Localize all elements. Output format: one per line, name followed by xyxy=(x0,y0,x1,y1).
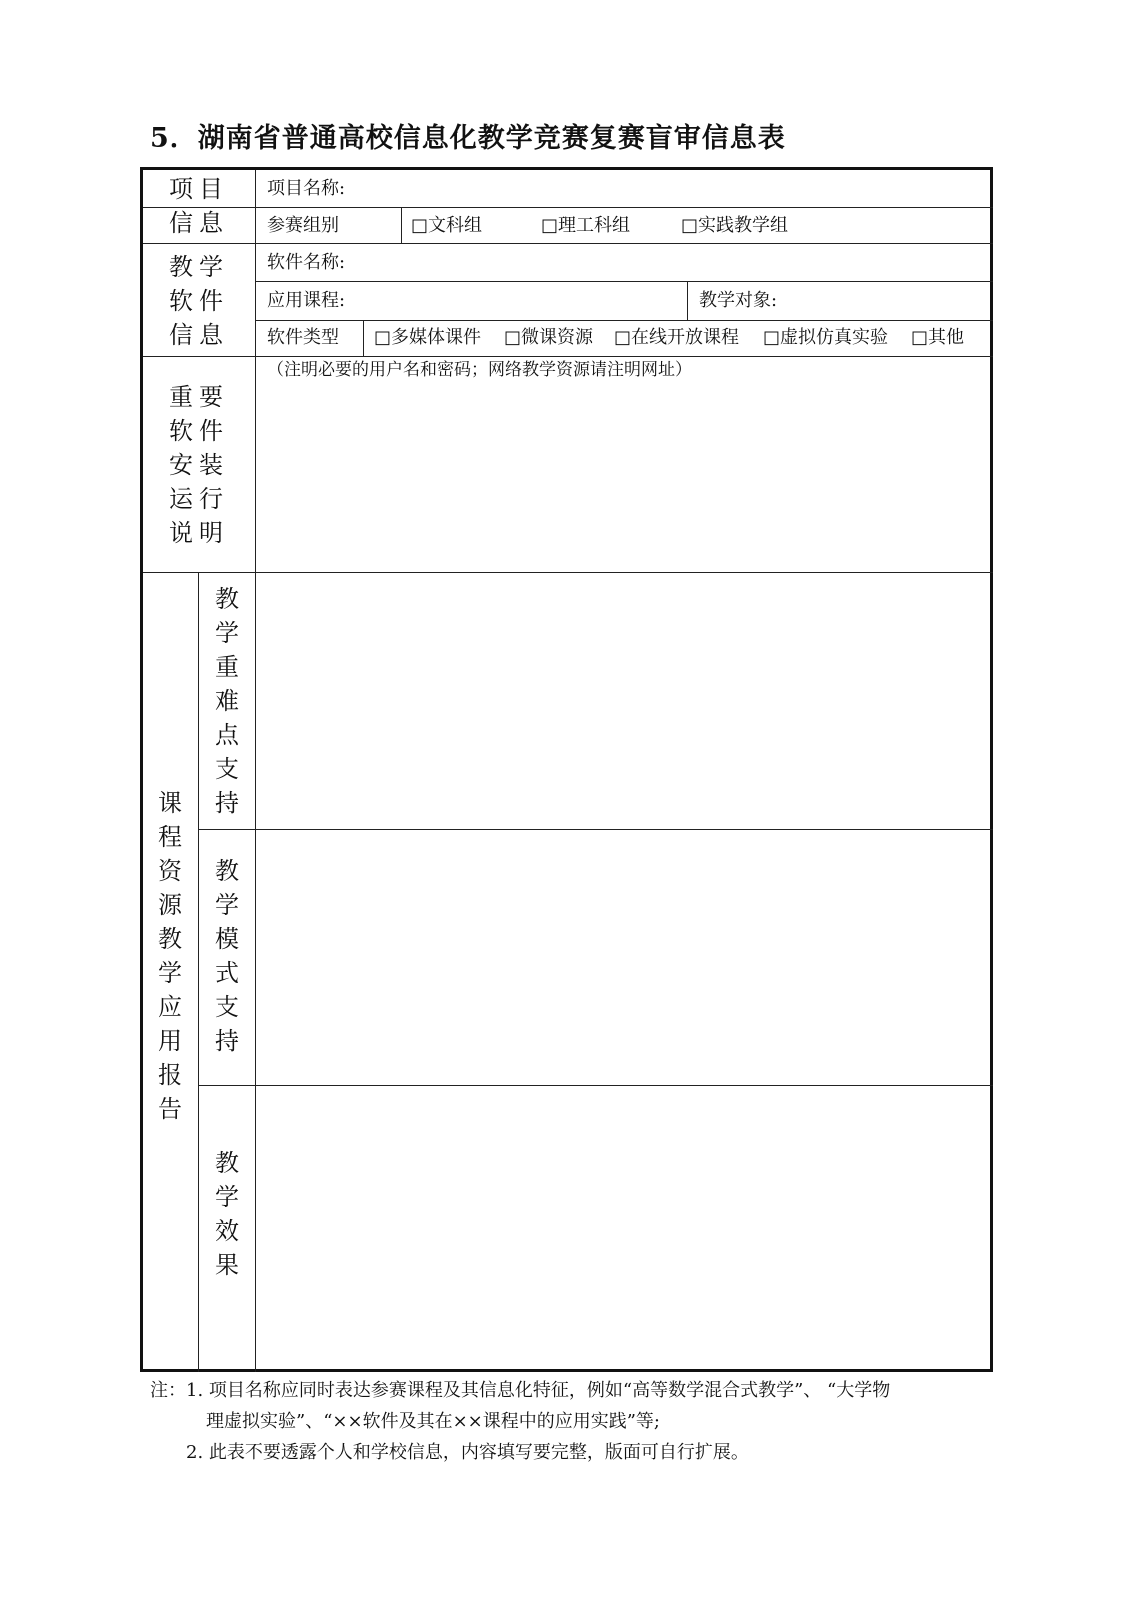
note-item-1-cont: 理虚拟实验”、“××软件及其在××课程中的应用实践”等; xyxy=(206,1411,660,1432)
type-option-multimedia[interactable]: □多媒体课件 xyxy=(374,327,482,348)
teaching-effect-label: 教 学 效 果 xyxy=(215,1149,239,1279)
row-divider xyxy=(198,829,993,830)
note-item-1: 1. 项目名称应同时表达参赛课程及其信息化特征，例如“高等数学混合式教学”、 “大学物 xyxy=(186,1380,891,1401)
info-form-table xyxy=(140,167,993,1372)
course-field[interactable]: 应用课程: xyxy=(267,290,346,311)
install-content-area[interactable] xyxy=(257,382,992,570)
software-info-label: 教学 软件 信息 xyxy=(169,253,229,349)
row-divider xyxy=(198,1085,993,1086)
install-hint: （注明必要的用户名和密码；网络教学资源请注明网址） xyxy=(267,360,692,380)
project-name-field[interactable]: 项目名称: xyxy=(267,178,346,199)
row-divider xyxy=(143,243,993,244)
column-divider xyxy=(198,572,199,1372)
column-divider xyxy=(363,320,364,356)
column-divider xyxy=(401,207,402,243)
audience-field[interactable]: 教学对象: xyxy=(699,290,778,311)
row-divider xyxy=(255,320,993,321)
install-run-label: 重要 软件 安装 运行 说明 xyxy=(169,383,229,547)
key-difficulty-content[interactable] xyxy=(257,574,992,827)
row-divider xyxy=(255,281,993,282)
report-label: 课 程 资 源 教 学 应 用 报 告 xyxy=(158,789,182,1123)
type-option-online-course[interactable]: □在线开放课程 xyxy=(614,327,740,348)
note-item-2: 2. 此表不要透露个人和学校信息，内容填写要完整，版面可自行扩展。 xyxy=(186,1442,749,1463)
teaching-mode-content[interactable] xyxy=(257,831,992,1083)
option-practice-teaching[interactable]: □实践教学组 xyxy=(681,215,789,236)
option-science-engineering[interactable]: □理工科组 xyxy=(541,215,631,236)
software-type-label: 软件类型 xyxy=(267,327,339,348)
group-field-label: 参赛组别 xyxy=(267,215,339,236)
type-option-virtual-sim[interactable]: □虚拟仿真实验 xyxy=(763,327,889,348)
type-option-other[interactable]: □其他 xyxy=(911,327,965,348)
row-divider xyxy=(143,207,993,208)
column-divider xyxy=(687,281,688,320)
notes-prefix: 注： xyxy=(150,1380,186,1401)
teaching-mode-label: 教 学 模 式 支 持 xyxy=(215,857,239,1055)
type-option-microlesson[interactable]: □微课资源 xyxy=(504,327,594,348)
row-divider xyxy=(143,572,993,573)
option-liberal-arts[interactable]: □文科组 xyxy=(411,215,483,236)
project-info-label: 项目 信息 xyxy=(169,175,229,237)
teaching-effect-content[interactable] xyxy=(257,1087,992,1370)
column-divider xyxy=(255,170,256,1372)
software-name-field[interactable]: 软件名称: xyxy=(267,252,346,273)
key-difficulty-label: 教 学 重 难 点 支 持 xyxy=(215,585,239,817)
row-divider xyxy=(143,356,993,357)
page-title: 5．湖南省普通高校信息化教学竞赛复赛盲审信息表 xyxy=(150,123,786,154)
